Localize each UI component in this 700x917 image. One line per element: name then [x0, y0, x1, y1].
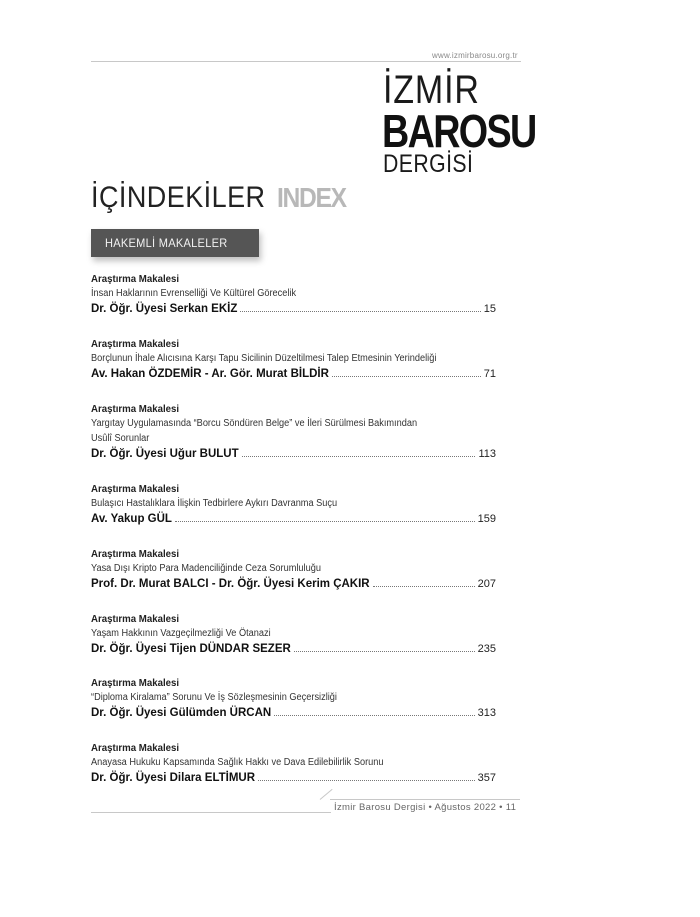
author-line: [91, 576, 496, 592]
article-title: Yargıtay Uygulamasında “Borcu Söndüren Belge” ve İleri Sürülmesi Bakımından: [91, 418, 418, 429]
page-number: 113: [478, 448, 496, 460]
article-type: Araştırma Makalesi: [91, 677, 180, 689]
article-author: Prof. Dr. Murat BALCI - Dr. Öğr. Üyesi Kerim ÇAKIR: [91, 578, 370, 590]
section-label: HAKEMLİ MAKALELER: [105, 236, 228, 250]
author-line: [91, 301, 496, 317]
toc-entry[interactable]: [91, 547, 496, 592]
page-title-english: INDEX: [277, 182, 346, 213]
footer-rule: [330, 799, 520, 800]
page-number: 15: [483, 303, 496, 315]
article-title-continued: Usûlî Sorunlar: [91, 433, 150, 444]
author-line: [91, 705, 496, 721]
author-line: [91, 770, 496, 786]
article-type: Araştırma Makalesi: [91, 483, 180, 495]
author-line: [91, 641, 496, 657]
article-author: Dr. Öğr. Üyesi Dilara ELTİMUR: [91, 772, 256, 784]
article-title: Yaşam Hakkının Vazgeçilmezliği Ve Ötanazi: [91, 628, 271, 639]
article-author: Dr. Öğr. Üyesi Serkan EKİZ: [91, 303, 238, 315]
toc-entry[interactable]: [91, 482, 496, 527]
article-author: Dr. Öğr. Üyesi Gülümden ÜRCAN: [91, 707, 272, 719]
dot-leader: [240, 301, 480, 312]
article-title: Borçlunun İhale Alıcısına Karşı Tapu Sicilinin Düzeltilmesi Talep Etmesinin Yerindeliği: [91, 353, 437, 364]
dot-leader: [373, 576, 475, 587]
dot-leader: [175, 511, 475, 522]
article-type: Araştırma Makalesi: [91, 742, 180, 754]
page-number: 313: [477, 707, 496, 719]
toc-entry[interactable]: [91, 337, 496, 382]
article-title: Bulaşıcı Hastalıklara İlişkin Tedbirlere Aykırı Davranma Suçu: [91, 498, 338, 509]
logo-line-barosu: BAROSU: [382, 105, 536, 157]
footer-rule-left: [91, 812, 331, 813]
page-footer: İzmir Barosu Dergisi • Ağustos 2022 • 11: [334, 802, 517, 813]
logo-line-dergisi: DERGİSİ: [383, 150, 474, 178]
toc-entry[interactable]: [91, 402, 496, 462]
article-author: Dr. Öğr. Üyesi Uğur BULUT: [91, 448, 239, 460]
article-author: Av. Yakup GÜL: [91, 513, 172, 525]
article-author: Av. Hakan ÖZDEMİR - Ar. Gör. Murat BİLDİR: [91, 368, 329, 380]
page-title: İÇİNDEKİLER: [91, 181, 266, 214]
page-number: 235: [477, 643, 496, 655]
article-author: Dr. Öğr. Üyesi Tijen DÜNDAR SEZER: [91, 643, 291, 655]
author-line: [91, 366, 496, 382]
page-number: 207: [477, 578, 496, 590]
article-title: “Diploma Kiralama” Sorunu Ve İş Sözleşmesinin Geçersizliği: [91, 692, 337, 703]
article-type: Araştırma Makalesi: [91, 548, 180, 560]
dot-leader: [242, 446, 476, 457]
article-title: Anayasa Hukuku Kapsamında Sağlık Hakkı ve Dava Edilebilirlik Sorunu: [91, 757, 384, 768]
header-rule: [91, 61, 521, 62]
article-type: Araştırma Makalesi: [91, 273, 180, 285]
page-number: 71: [483, 368, 496, 380]
dot-leader: [332, 366, 481, 377]
dot-leader: [294, 641, 475, 652]
author-line: [91, 446, 496, 462]
article-title: Yasa Dışı Kripto Para Madenciliğinde Ceza Sorumluluğu: [91, 563, 321, 574]
logo-line-izmir: İZMİR: [383, 68, 480, 112]
toc-entry[interactable]: [91, 741, 496, 786]
page-number: 159: [477, 513, 496, 525]
toc-entry[interactable]: [91, 272, 496, 317]
article-title: İnsan Haklarının Evrenselliği Ve Kültürel Görecelik: [91, 288, 297, 299]
article-type: Araştırma Makalesi: [91, 338, 180, 350]
website-url[interactable]: www.izmirbarosu.org.tr: [432, 51, 518, 60]
dot-leader: [258, 770, 475, 781]
dot-leader: [274, 705, 474, 716]
section-header: [91, 229, 259, 257]
article-type: Araştırma Makalesi: [91, 403, 180, 415]
author-line: [91, 511, 496, 527]
article-type: Araştırma Makalesi: [91, 613, 180, 625]
toc-entry[interactable]: [91, 612, 496, 657]
page-number: 357: [477, 772, 496, 784]
toc-entry[interactable]: [91, 676, 496, 721]
